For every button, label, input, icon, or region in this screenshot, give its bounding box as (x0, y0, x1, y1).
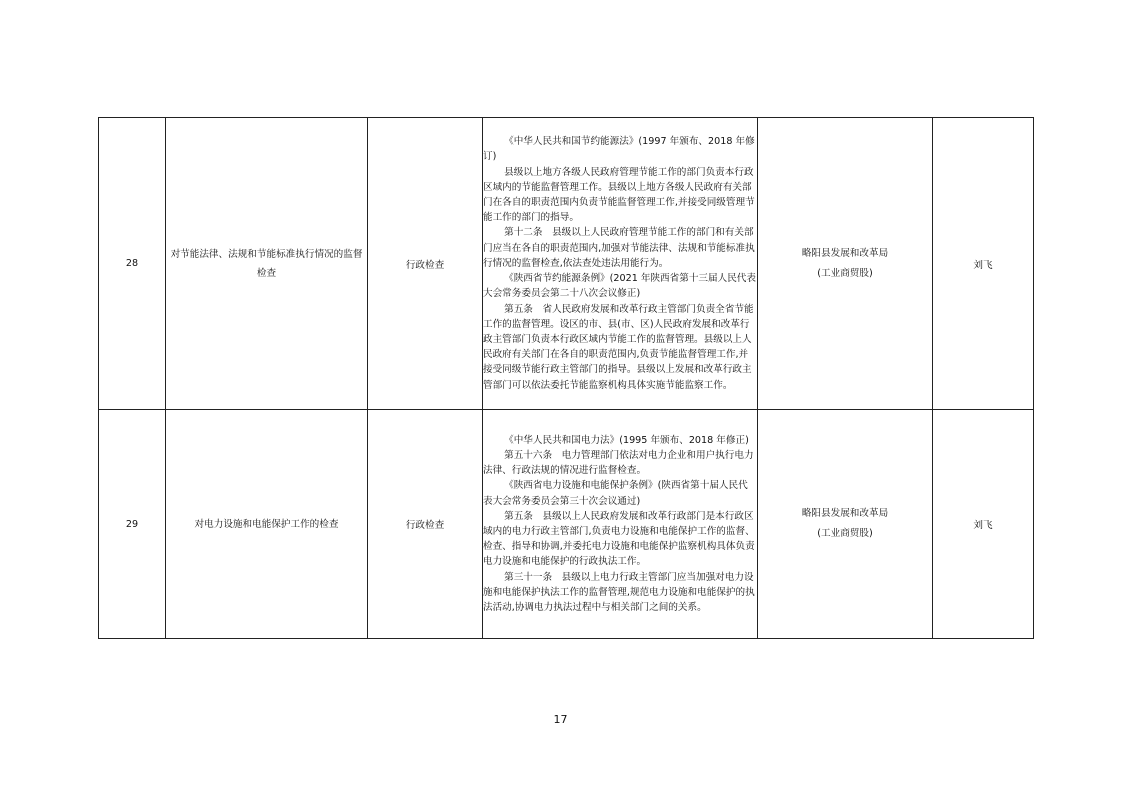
legal-basis-paragraph: 第五条 县级以上人民政府发展和改革行政部门是本行政区域内的电力行政主管部门,负责电力设施和电能保护工作的监督、检查、指导和协调,并委托电力设施和电能保护监察机构具体负责电力设施和电能保护的行政执法工作。 (483, 510, 755, 568)
row-number: 28 (99, 118, 166, 410)
department-name: 略阳县发展和改革局 (801, 247, 889, 259)
legal-basis-cell (483, 118, 758, 410)
inspection-type: 行政检查 (368, 410, 483, 639)
legal-basis-paragraph: 第五十六条 电力管理部门依法对电力企业和用户执行电力法律、行政法规的情况进行监督检查。 (483, 449, 754, 477)
inspection-item: 对节能法律、法规和节能标准执行情况的监督检查 (166, 118, 368, 410)
table-row (99, 410, 1034, 639)
department-section: (工业商贸股) (817, 267, 873, 279)
inspection-type: 行政检查 (368, 118, 483, 410)
department-section: (工业商贸股) (817, 528, 873, 539)
department-name: 略阳县发展和改革局 (801, 508, 889, 519)
responsible-department (758, 118, 933, 410)
responsible-person: 刘飞 (933, 410, 1034, 639)
legal-basis-paragraph: 县级以上地方各级人民政府管理节能工作的部门负责本行政区域内的节能监督管理工作。县级以上地方各级人民政府有关部门在各自的职责范围内负责节能监督管理工作,并接受同级管理节能工作的部门的指导。 (483, 166, 755, 224)
legal-basis-paragraph: 《中华人民共和国电力法》(1995 年颁布、2018 年修正) (504, 434, 749, 446)
table-row (99, 118, 1034, 410)
legal-basis-paragraph: 《中华人民共和国节约能源法》(1997 年颁布、2018 年修订) (483, 136, 755, 163)
row-number: 29 (99, 410, 166, 639)
legal-basis-paragraph: 第五条 省人民政府发展和改革行政主管部门负责全省节能工作的监督管理。设区的市、县(市、区)人民政府发展和改革行政主管部门负责本行政区域内节能工作的监督管理。县级以上人民政府有关部门在各自的职责范围内,负责节能监督管理工作,并接受同级节能行政主管部门的指导。县级以上发展和改革行政主管部门可以依法委托节能监察机构具体实施节能监察工作。 (483, 303, 754, 391)
legal-basis-cell (483, 410, 758, 639)
legal-basis-paragraph: 第三十一条 县级以上电力行政主管部门应当加强对电力设施和电能保护执法工作的监督管理,规范电力设施和电能保护的执法活动,协调电力执法过程中与相关部门之间的关系。 (483, 571, 755, 614)
legal-basis-paragraph: 《陕西省节约能源条例》(2021 年陕西省第十三届人民代表大会常务委员会第二十八次会议修正) (483, 273, 756, 300)
inspection-item: 对电力设施和电能保护工作的检查 (166, 410, 368, 639)
regulation-table (98, 117, 1034, 639)
legal-basis-paragraph: 《陕西省电力设施和电能保护条例》(陕西省第十届人民代表大会常务委员会第三十次会议通过) (483, 480, 748, 507)
responsible-department (758, 410, 933, 639)
responsible-person: 刘飞 (933, 118, 1034, 410)
legal-basis-paragraph: 第十二条 县级以上人民政府管理节能工作的部门和有关部门应当在各自的职责范围内,加强对节能法律、法规和节能标准执行情况的监督检查,依法查处违法用能行为。 (483, 227, 755, 269)
page-number: 17 (553, 713, 568, 726)
